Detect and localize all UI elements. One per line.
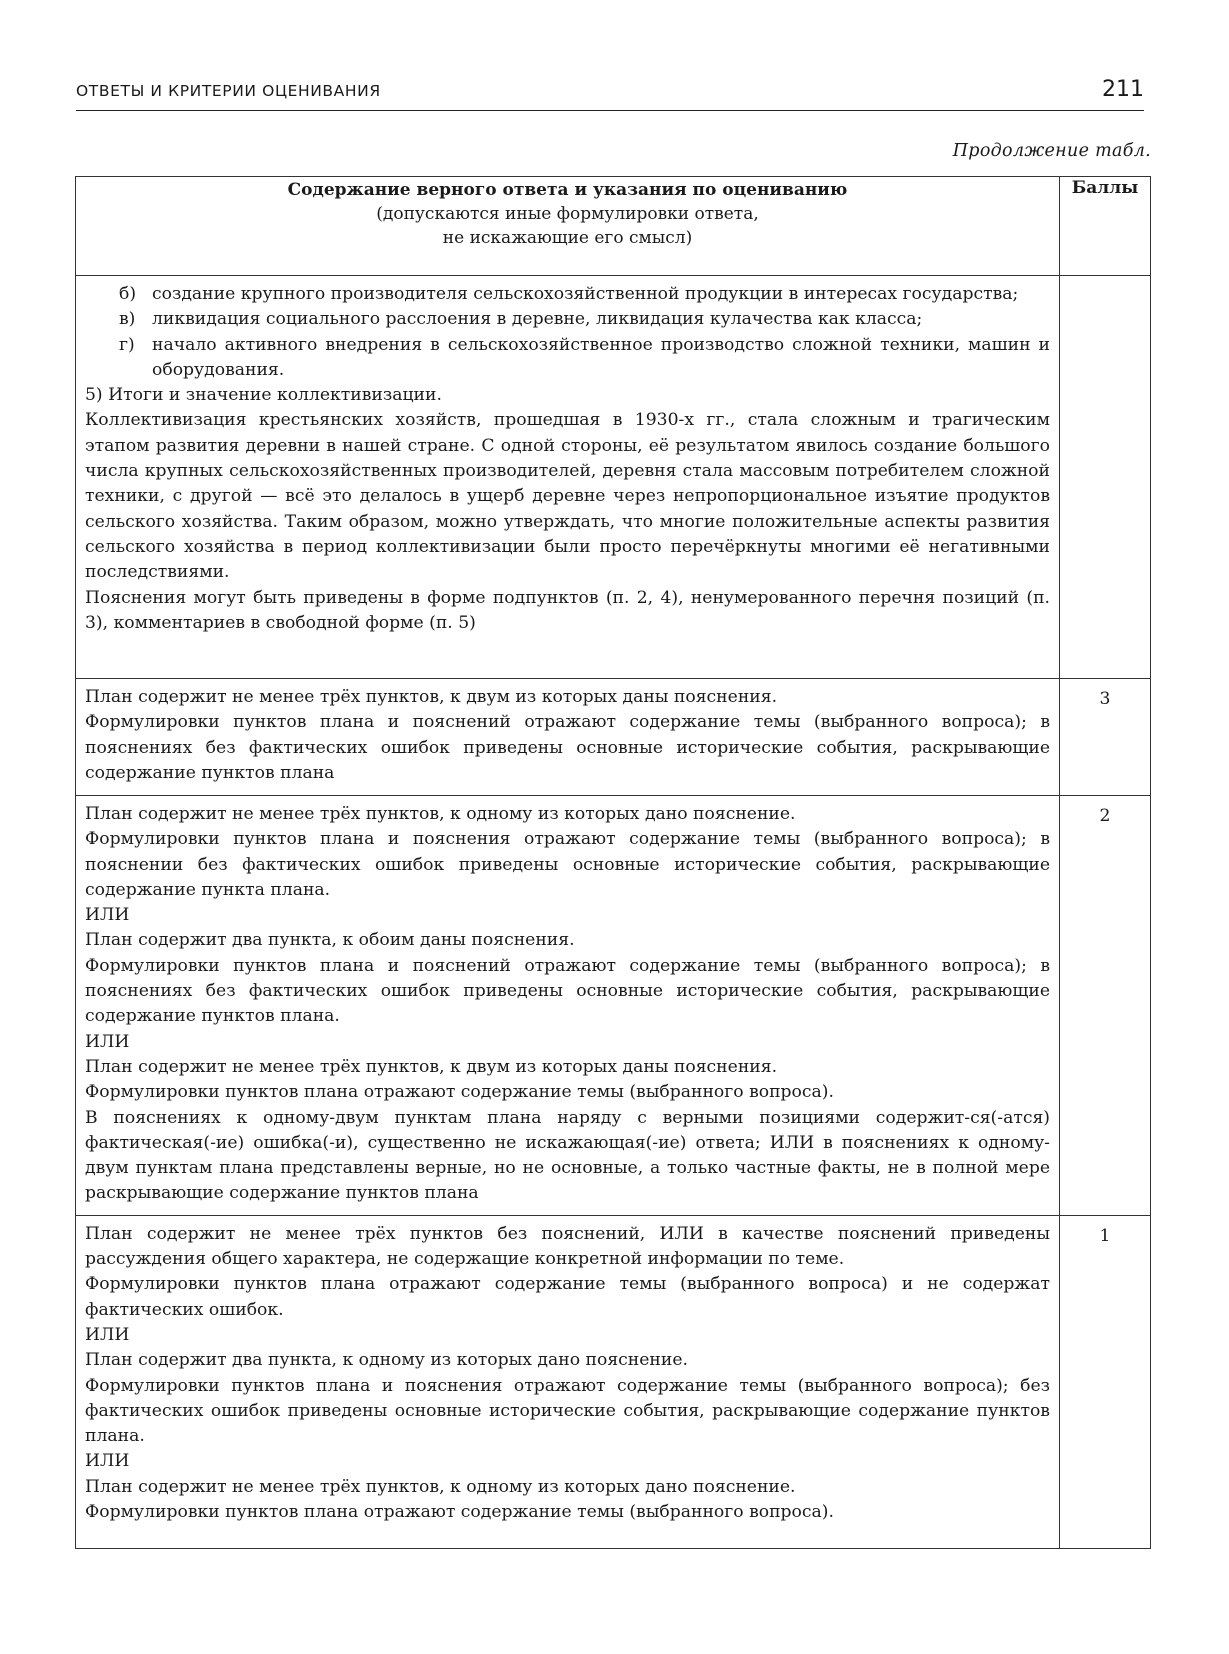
criterion-cell [76, 796, 1060, 1216]
criterion-paragraph: План содержит не менее трёх пунктов, к двум из которых даны пояснения. [85, 1056, 778, 1077]
criterion-paragraph: Формулировки пунктов плана и пояснений отражают содержание темы (выбранного вопроса); в пояснениях без фактических ошибок приведены основные исторические события, раскрывающие содержание пунктов плана [85, 712, 1050, 783]
summary-paragraph: Коллективизация крестьянских хозяйств, прошедшая в 1930-х гг., стала сложным и трагическим этапом развития деревни в нашей стране. С одной стороны, её результатом явилось создание большого числа крупных сельскохозяйственных производителей, деревня стала массовым потребителем сложной техники, с другой — всё это делалось в ущерб деревне через непропорциональное изъятие продуктов сельского хозяйства. Таким образом, можно утверждать, что многие положительные аспекты развития сельского хозяйства в период коллективизации были просто перечёркнуты многими её негативными последствиями. [85, 410, 1050, 583]
running-title: ОТВЕТЫ И КРИТЕРИИ ОЦЕНИВАНИЯ [76, 82, 381, 100]
list-item-text: начало активного внедрения в сельскохозяйственное производство сложной техники, машин и оборудования. [152, 334, 1050, 380]
list-item-marker: г) [119, 334, 135, 355]
criteria-table [75, 176, 1151, 1549]
table-row [76, 276, 1151, 679]
criterion-paragraph: Формулировки пунктов плана и пояснений отражают содержание темы (выбранного вопроса); в пояснениях без фактических ошибок приведены основные исторические события, раскрывающие содержание пунктов плана. [85, 955, 1050, 1027]
or-separator: ИЛИ [85, 1031, 130, 1052]
list-item [85, 333, 1050, 384]
header-content-note-1: (допускаются иные формулировки ответа, [376, 204, 759, 224]
or-separator: ИЛИ [85, 905, 130, 926]
score-cell: 2 [1060, 796, 1151, 1216]
note-paragraph: Пояснения могут быть приведены в форме подпунктов (п. 2, 4), ненумерованного перечня позиций (п. 3), комментариев в свободной форме (п. 5) [85, 587, 1050, 633]
table-row [76, 796, 1151, 1216]
criterion-paragraph: План содержит не менее трёх пунктов, к одному из которых дано пояснение. [85, 1476, 796, 1497]
header-content-cell [76, 177, 1060, 276]
score-cell [1060, 276, 1151, 679]
criterion-paragraph: План содержит два пункта, к обоим даны пояснения. [85, 930, 575, 951]
table-row [76, 1215, 1151, 1548]
criterion-paragraph: План содержит не менее трёх пунктов без пояснений, ИЛИ в качестве пояснений приведены рассуждения общего характера, не содержащие конкретной информации по теме. [85, 1223, 1050, 1270]
answer-content-cell [76, 276, 1060, 679]
or-separator: ИЛИ [85, 1324, 130, 1345]
score-cell: 3 [1060, 679, 1151, 796]
criterion-cell [76, 1215, 1060, 1548]
header-content-note-2: не искажающие его смысл) [442, 228, 693, 248]
criterion-cell [76, 679, 1060, 796]
criterion-paragraph: В пояснениях к одному-двум пунктам плана наряду с верными позициями содержит-ся(-атся) фактическая(-ие) ошибка(-и), существенно не искажающая(-ие) ответа; ИЛИ в пояснениях к одному-двум пунктам плана представлены верные, но не основные, а только частные факты, не в полной мере раскрывающие содержание пунктов плана [85, 1107, 1050, 1204]
running-header [76, 77, 1144, 111]
list-item [85, 282, 1050, 307]
table-row [76, 679, 1151, 796]
list-item-text: ликвидация социального расслоения в деревне, ликвидация кулачества как класса; [152, 309, 923, 330]
page-number: 211 [1102, 77, 1144, 102]
criterion-paragraph: План содержит два пункта, к одному из которых дано пояснение. [85, 1350, 688, 1371]
score-cell: 1 [1060, 1215, 1151, 1548]
point-heading: 5) Итоги и значение коллективизации. [85, 385, 442, 406]
or-separator: ИЛИ [85, 1451, 130, 1472]
header-content-title: Содержание верного ответа и указания по оцениванию [287, 180, 848, 200]
table-continuation-note: Продолжение табл. [952, 141, 1151, 161]
criterion-paragraph: Формулировки пунктов плана отражают содержание темы (выбранного вопроса). [85, 1502, 834, 1523]
list-item [85, 307, 1050, 332]
criterion-paragraph: Формулировки пунктов плана и пояснения отражают содержание темы (выбранного вопроса); в пояснении без фактических ошибок приведены основные исторические события, раскрывающие содержание пункта плана. [85, 829, 1050, 900]
list-item-marker: в) [119, 309, 136, 330]
criterion-paragraph: План содержит не менее трёх пунктов, к одному из которых дано пояснение. [85, 804, 796, 824]
header-score-cell: Баллы [1060, 177, 1151, 276]
list-item-marker: б) [119, 284, 137, 304]
criterion-paragraph: Формулировки пунктов плана отражают содержание темы (выбранного вопроса) и не содержат фактических ошибок. [85, 1274, 1050, 1320]
criterion-paragraph: План содержит не менее трёх пунктов, к двум из которых даны пояснения. [85, 687, 778, 707]
table-header-row [76, 177, 1151, 276]
criterion-paragraph: Формулировки пунктов плана отражают содержание темы (выбранного вопроса). [85, 1082, 834, 1103]
list-item-text: создание крупного производителя сельскохозяйственной продукции в интересах государства; [152, 284, 1019, 304]
criterion-paragraph: Формулировки пунктов плана и пояснения отражают содержание темы (выбранного вопроса); без фактических ошибок приведены основные исторические события, раскрывающие содержание пунктов плана. [85, 1375, 1050, 1447]
